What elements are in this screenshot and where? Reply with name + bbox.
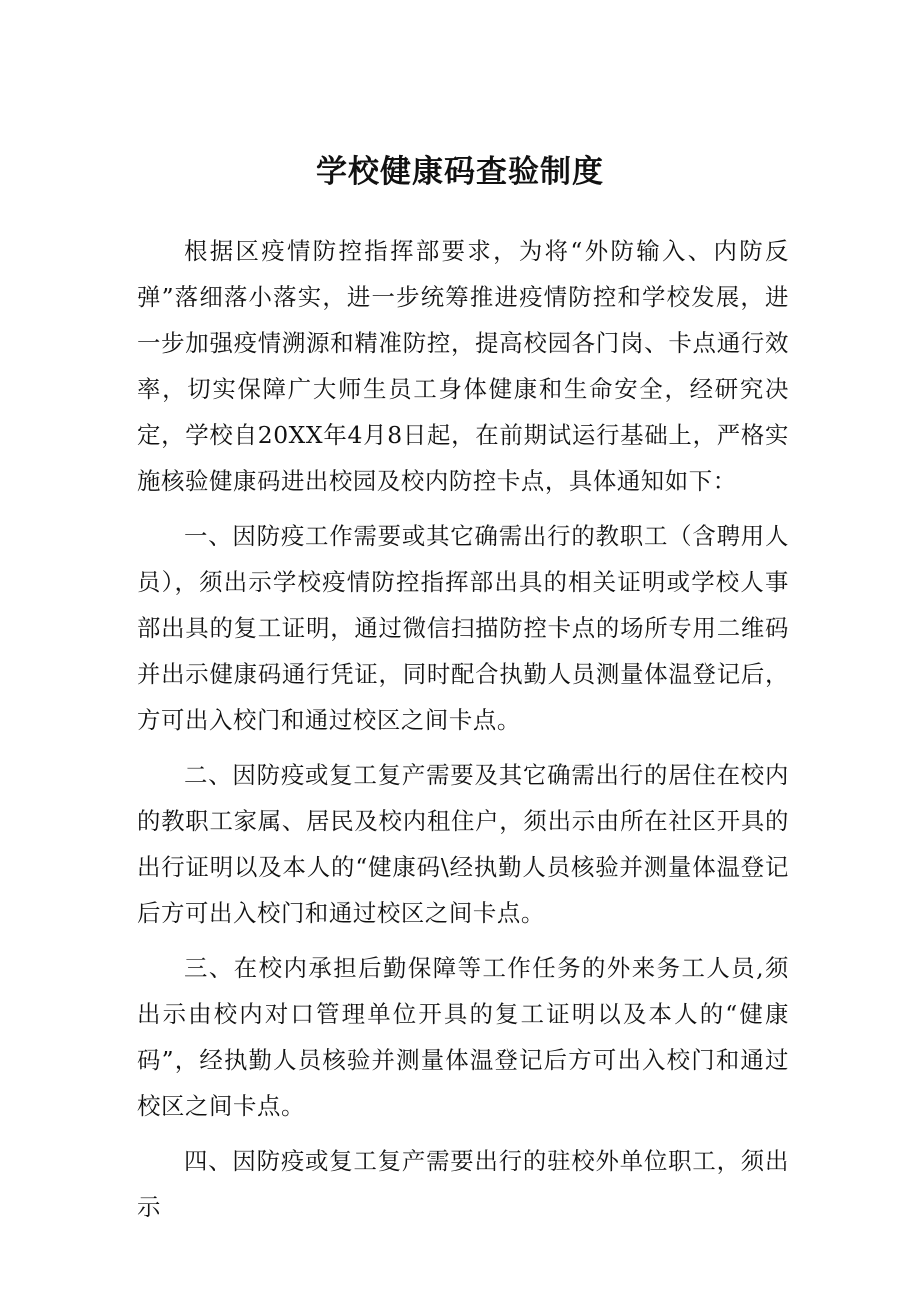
paragraph-item-3: 三、在校内承担后勤保障等工作任务的外来务工人员,须出示由校内对口管理单位开具的复工证明以及本人的“健康码”，经执勤人员核验并测量体温登记后方可出入校门和通过校区之间卡点。 <box>137 954 789 1120</box>
paragraph-item-4: 四、因防疫或复工复产需要出行的驻校外单位职工，须出示 <box>137 1147 789 1221</box>
paragraph-item-1: 一、因防疫工作需要或其它确需出行的教职工（含聘用人员），须出示学校疫情防控指挥部出具的相关证明或学校人事部出具的复工证明，通过微信扫描防控卡点的场所专用二维码并出示健康码通行凭证，同时配合执勤人员测量体温登记后，方可出入校门和通过校区之间卡点。 <box>137 522 789 734</box>
paragraph-intro: 根据区疫情防控指挥部要求，为将“外防输入、内防反弹”落细落小落实，进一步统筹推进疫情防控和学校发展，进一步加强疫情溯源和精准防控，提高校园各门岗、卡点通行效率，切实保障广大师生员工身体健康和生命安全，经研究决定，学校自20XX年4月8日起，在前期试运行基础上，严格实施核验健康码进出校园及校内防控卡点，具体通知如下： <box>137 237 789 495</box>
document-body <box>137 228 789 1230</box>
paragraph-item-2: 二、因防疫或复工复产需要及其它确需出行的居住在校内的教职工家属、居民及校内租住户，须出示由所在社区开具的出行证明以及本人的“健康码\经执勤人员核验并测量体温登记后方可出入校门和通过校区之间卡点。 <box>137 761 789 927</box>
document-title: 学校健康码查验制度 <box>316 154 604 190</box>
